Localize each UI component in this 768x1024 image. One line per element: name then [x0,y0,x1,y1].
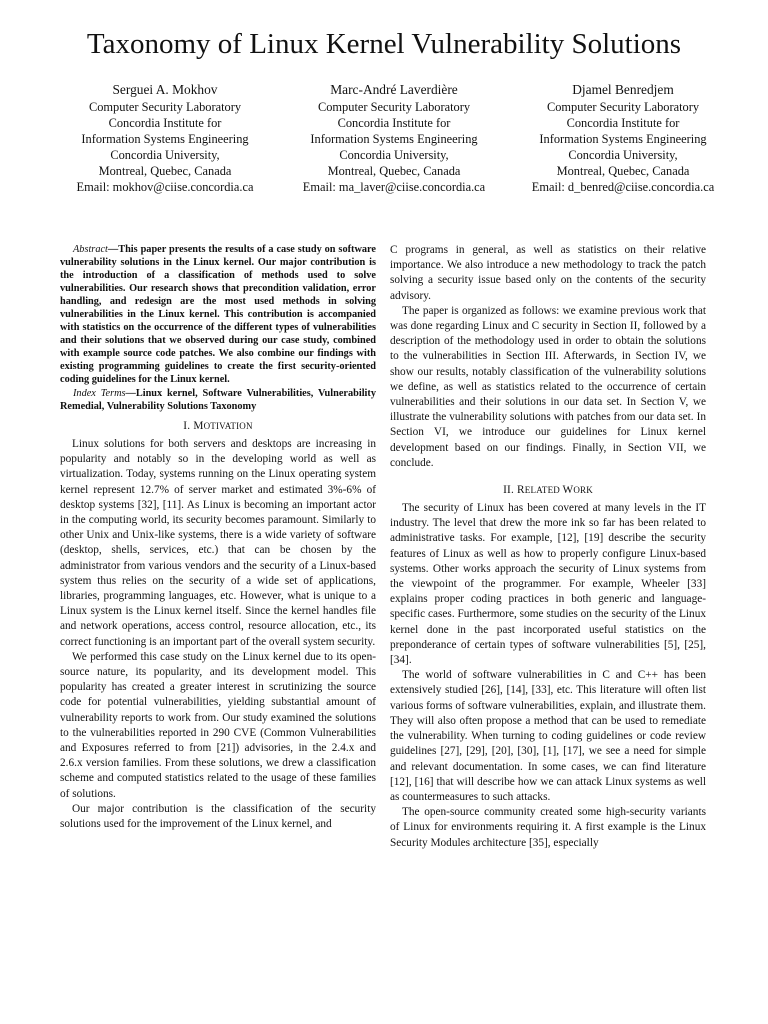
author-affiliation-line: Concordia Institute for [566,116,680,130]
author-affiliation-line: Montreal, Quebec, Canada [98,164,232,178]
right-column [390,243,706,851]
author-affiliation-line: Information Systems Engineering [81,132,249,146]
section-title-initial: M [193,420,204,432]
section-title-rest: ELATED [524,485,563,496]
section-title-rest: OTIVATION [203,421,253,431]
author-1 [60,80,270,195]
author-affiliation-line: Computer Security Laboratory [317,100,471,114]
author-name: Serguei A. Mokhov [112,82,218,97]
paragraph: The open-source community created some high-security variants of Linux for environments requiring it. A first example is the Linux Security Modules architecture [35], especially [390,806,706,849]
author-block [60,80,728,195]
author-affiliation-line: Montreal, Quebec, Canada [556,164,690,178]
author-affiliation-line: Computer Security Laboratory [546,100,700,114]
index-terms-text: —Linux kernel, Software Vulnerabilities, Vulnerability Remedial, Vulnerability Solutions Taxonomy [60,388,376,412]
paragraph: C programs in general, as well as statistics on their relative importance. We also introduce a new methodology to track the patch solving a security issue based only on the contents of the security advisory. [390,244,706,302]
author-affiliation-line: Concordia University, [339,148,449,162]
section-number: II. [503,484,515,497]
author-affiliation-line: Concordia University, [110,148,220,162]
section-number: I. [183,420,191,432]
author-affiliation-line: Montreal, Quebec, Canada [327,164,461,178]
author-affiliation-line: Information Systems Engineering [310,132,478,146]
paper-title: Taxonomy of Linux Kernel Vulnerability Solutions [86,28,682,60]
author-name: Djamel Benredjem [572,82,674,97]
paragraph: Linux solutions for both servers and desktops are increasing in popularity and notably so in the developing world as well as virtualization. Today, systems running on the Linux operating system kernel represent 12.7% of server market and estimated 3%-6% of desktop systems [32], [11]. As Linux is becoming an important actor in the computing world, its security becomes paramount. Similarly to other Unix and Unix-like systems, there is a wide variety of software (desktop, shells, services, etc.) that can be chosen by the administrator from various vendors and the security of a Linux-based system thus relies on the security of a wide set of applications, libraries, programming languages, etc. However, what is unique to a Linux system is the Linux kernel itself. Since the kernel handles file and network operations, access control, resource allocation, etc., its correct functioning is an important part of the overall system security. [60,438,376,648]
abstract-text: —This paper presents the results of a case study on software vulnerability solutions in the Linux kernel. Our major contribution is the introduction of a classification of methods used to solve vulnerabilities. Our research shows that precondition validation, error handling, and redesign are the most used methods in solving vulnerabilities in the Linux kernel. This contribution is accompanied with statistics on the occurrence of the different types of vulnerabilities and their solutions that we observed during our case study, combined with example source code patches. We also combine our findings with existing programming guidelines to create the first security-oriented coding guidelines for the Linux kernel. [60,244,376,385]
abstract-label: Abstract [73,244,108,255]
author-email: Email: ma_laver@ciise.concordia.ca [302,180,486,194]
author-affiliation-line: Information Systems Engineering [539,132,707,146]
author-affiliation-line: Concordia University, [568,148,678,162]
section-title-initial: R [517,484,525,497]
author-2 [289,80,499,195]
author-affiliation-line: Concordia Institute for [337,116,451,130]
section-heading-motivation [60,419,376,434]
paragraph: The world of software vulnerabilities in C and C++ has been extensively studied [26], [14], [33], etc. This literature will often list various forms of software vulnerabilities, explain, and illustrate them. They will also often propose a method that can be used to remediate the vulnerability. When turning to coding guidelines or code review guidelines [27], [29], [20], [30], [1], [17], we see a need for simple and relevant documentation. In some cases, we can find literature [12], [16] that will describe how we can attack Linux systems as well as countermeasures to such attacks. [390,669,706,803]
section-heading-related-work [390,483,706,498]
index-terms [60,387,376,413]
paragraph: We performed this case study on the Linux kernel due to its open-source nature, its popularity, and its development model. This popularity has created a greater interest in scrutinizing the source code for potential vulnerabilities, yielding substantial amount of vulnerability reports to work from. Our study examined the solutions to the vulnerabilities reported in 290 CVE (Common Vulnerabilities and Exposures referred to from [21]) advisories, in the 2.4.x and 2.6.x version families. From these solutions, we drew a classification scheme and computed statistics related to the usage of these families of solutions. [60,650,376,800]
section-title-initial: W [562,484,574,497]
paragraph: The paper is organized as follows: we examine previous work that was done regarding Linux and C security in Section II, followed by a description of the methodology used in order to obtain the solutions to the vulnerabilities in Section III. Afterwards, in Section IV, we show our results, notably classification of the vulnerability solutions we define, as well as statistics related to the occurrence of certain vulnerabilities and their solutions in our data set. In Section V, we illustrate the vulnerability solutions with patches from our data set. In Section VI, we introduce our guidelines for Linux kernel development based on our findings. Finally, in Section VII, we conclude. [390,304,706,469]
author-3 [518,80,728,195]
abstract [60,243,376,386]
paragraph: The security of Linux has been covered at many levels in the IT industry. The level that drew the more ink so far has been related to administrative tasks. For example, [12], [19] describe the security features of Linux as well as how to properly configure Linux-based systems. Other works approach the security of Linux systems from the viewpoint of the programmer. For example, Wheeler [33] explains proper coding practices in both generic and language-specific cases. Furthermore, some studies on the security of the Linux kernel done in the past incorporated useful statistics on the preponderance of certain types of software vulnerabilities [5], [25], [34]. [390,502,706,667]
author-affiliation-line: Computer Security Laboratory [88,100,242,114]
author-affiliation-line: Concordia Institute for [108,116,222,130]
section-title-rest: ORK [573,485,593,496]
index-terms-label: Index Terms [73,388,126,399]
author-name: Marc-André Laverdière [330,82,458,97]
author-email: Email: d_benred@ciise.concordia.ca [531,180,715,194]
author-email: Email: mokhov@ciise.concordia.ca [76,180,254,194]
paragraph: Our major contribution is the classification of the security solutions used for the improvement of the Linux kernel, and [60,802,376,831]
left-column [60,243,376,832]
